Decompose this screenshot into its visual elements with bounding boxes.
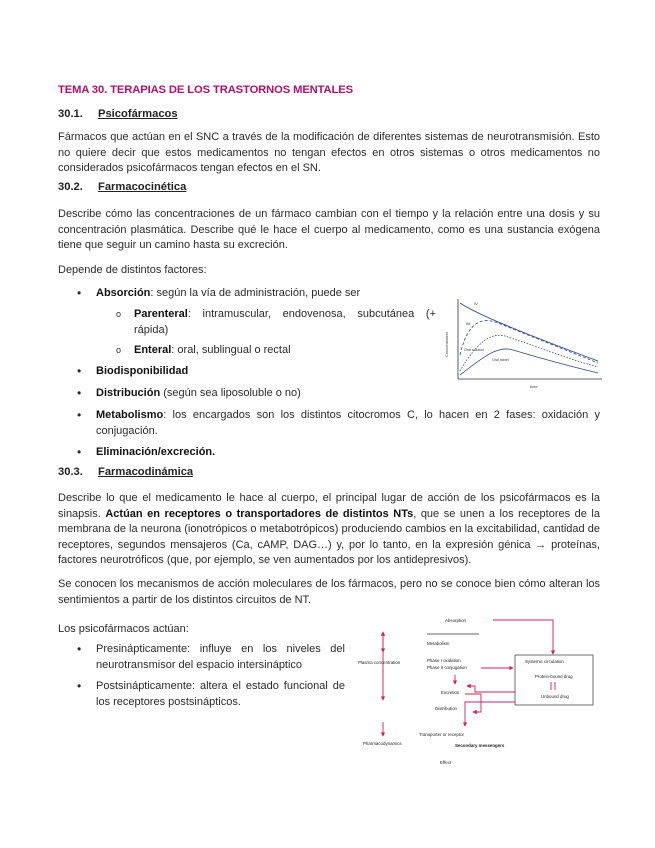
curve-label-im: IM [466, 321, 471, 326]
concentration-time-figure [438, 295, 604, 393]
section-heading-farmacocinetica: 30.2. Farmacocinética [58, 181, 187, 193]
curve-label-oral-tablet: Oral tablet [492, 358, 509, 362]
chart-x-label: time [530, 384, 538, 389]
page-title: TEMA 30. TERAPIAS DE LOS TRASTORNOS MENTALES [58, 84, 353, 96]
section-heading-farmacodinamica: 30.3. Farmacodinámica [58, 466, 194, 478]
chart-y-label: Concentration [444, 332, 449, 357]
label-plasma-concentration: Plasma concentration [358, 660, 401, 665]
label-protein-bound: Protein-bound drug [535, 674, 573, 679]
list-item: o Enteral: oral, sublingual o rectal [58, 343, 438, 359]
paragraph-farmacodinamica: Describe lo que el medicamento le hace al cuerpo, el principal lugar de acción de los psicofármacos es la sinapsis. Actúan en receptores o transportadores de distintos NTs, que se unen a los receptores de la membrana de la neurona (ionotrópicos o metabotrópicos) produciendo cambios en la excitabilidad, cantidad de receptores, segundos mensajeros (Ca, cAMP, DAG…) y, por lo tanto, en la expresión génica → proteínas, factores neurotróficos (que, por ejemplo, se ven aumentados por los antidepresivos). [58, 492, 600, 566]
list-item: • Presinápticamente: influye en los niveles del neurotransmisor del espacio intersináptico [77, 642, 345, 671]
label-excretion: Excretion [441, 690, 460, 695]
label-absorption: Absorption [445, 618, 466, 623]
curve-label-oral-solution: Oral solution [464, 348, 485, 352]
label-phase1: Phase I oxidation [427, 658, 461, 663]
bullet-icon: • [77, 286, 82, 300]
paragraph-mecanismos: Se conocen los mecanismos de acción moleculares de los fármacos, pero no se conoce bien cómo alteran los sentimientos a partir de los distintos circuitos de NT. [58, 578, 600, 606]
circle-bullet-icon: o [116, 309, 122, 319]
curve-label-iv: IV [474, 301, 478, 306]
list-item: • Postsinápticamente: altera el estado funcional de los receptores postsinápticos. [77, 679, 345, 708]
paragraph-factores: Depende de distintos factores: [58, 264, 207, 276]
list-item: • Absorción: según la vía de administración, puede ser [77, 286, 361, 300]
bullet-icon: • [77, 386, 82, 400]
bullet-icon: • [77, 364, 82, 378]
list-item: • Biodisponibilidad [77, 364, 189, 378]
label-effect: Effect [440, 760, 452, 765]
circle-bullet-icon: o [116, 345, 122, 355]
list-item: o Parenteral: intramuscular, endovenosa, subcutánea (+ rápida) [116, 308, 436, 336]
list-item: • Distribución (según sea liposoluble o no) [77, 386, 301, 400]
label-transporter: Transporter or receptor [419, 732, 464, 737]
list-item: • Metabolismo: los encargados son los distintos citocromos C, lo hacen en 2 fases: oxidación y conjugación. [77, 408, 600, 437]
paragraph-actuan: Los psicofármacos actúan: [58, 623, 189, 635]
paragraph-psicofarmacos: Fármacos que actúan en el SNC a través de la modificación de diferentes sistemas de neurotransmisión. Esto no quiere decir que estos medicamentos no tengan efectos en otros sistemas o otros medicamentos no considerados psicofármacos tengan efectos en el SN. [58, 131, 600, 174]
label-systemic-circulation: Systemic circulation [525, 659, 564, 664]
paragraph-farmacocinetica: Describe cómo las concentraciones de un fármaco cambian con el tiempo y la relación entre una dosis y su concentración plasmática. Describe qué le hace el cuerpo al medicamento, como es una sustancia exógena tiene que seguir un camino hasta su excreción. [58, 208, 600, 251]
list-item: • Eliminación/excreción. [77, 445, 216, 459]
bullet-icon: • [77, 445, 82, 459]
section-heading-psicofarmacos: 30.1. Psicofármacos [58, 108, 178, 120]
label-unbound: Unbound drug [541, 694, 569, 699]
label-metabolism: Metabolism [427, 641, 450, 646]
label-distribution: Distribution [435, 706, 457, 711]
pharmacokinetics-diagram [355, 612, 605, 772]
bullet-icon: • [77, 679, 82, 693]
label-pharmacodynamics: Pharmacodynamics [363, 741, 402, 746]
label-second-messengers: Secondary messengers [455, 743, 505, 748]
bullet-icon: • [77, 642, 82, 656]
label-phase2: Phase II conjugation [427, 665, 467, 670]
bullet-icon: • [77, 408, 82, 422]
